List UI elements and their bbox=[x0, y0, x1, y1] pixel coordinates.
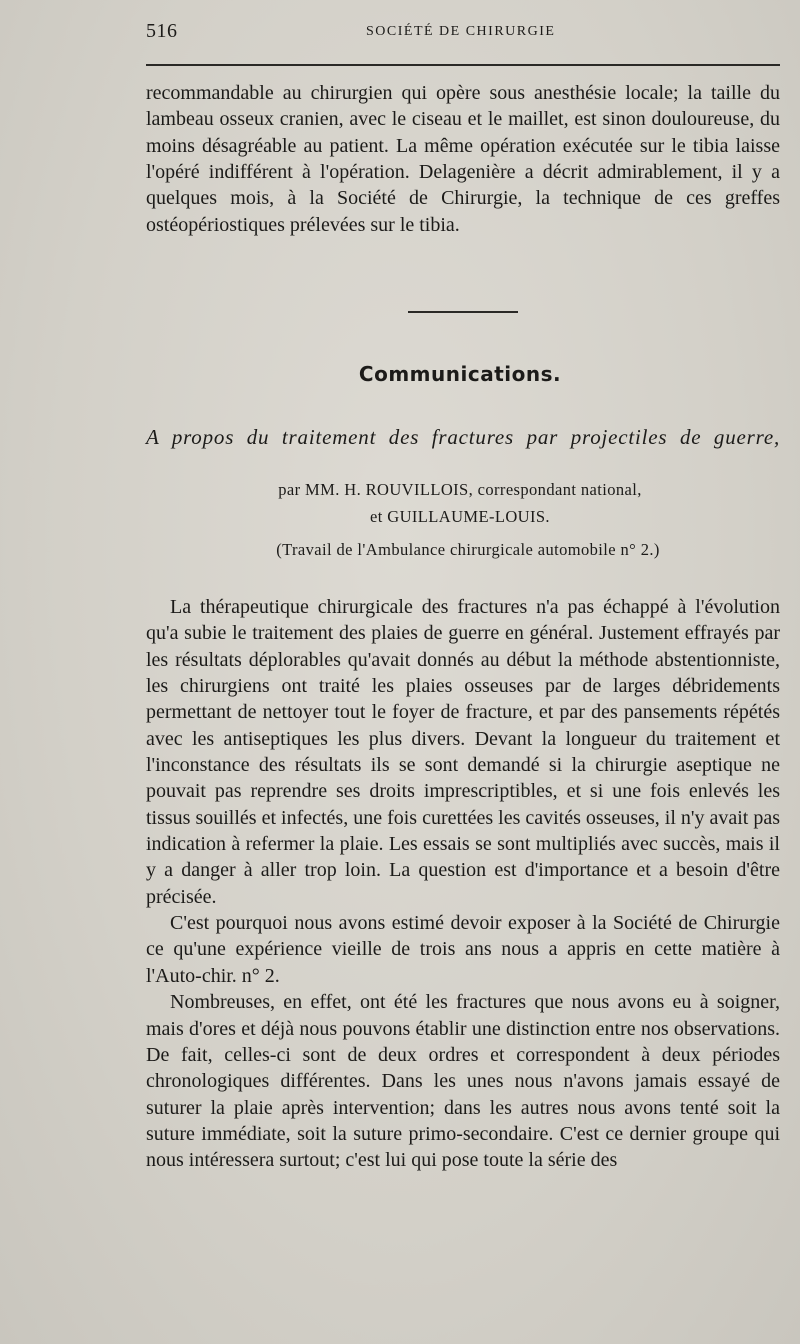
paragraph-top: recommandable au chirurgien qui opère sous anesthésie locale; la taille du lambeau osseux cranien, avec le ciseau et le maillet, est sinon douloureuse, du moins désagréable au patient. La même opération exécutée sur le tibia laisse l'opéré indifférent à l'opération. Delagenière a décrit admirablement, il y a quelques mois, à la Société de Chirurgie, la technique de ces greffes ostéopériostiques prélevées sur le tibia. bbox=[146, 82, 780, 236]
running-head bbox=[146, 20, 780, 44]
byline-coauthor: et GUILLAUME-LOUIS. bbox=[370, 507, 550, 526]
section-title: Communications. bbox=[358, 362, 562, 386]
header-rule bbox=[146, 64, 780, 66]
page-number: 516 bbox=[146, 20, 178, 42]
byline-authors: par MM. H. ROUVILLOIS, correspondant national, bbox=[278, 480, 642, 499]
affiliation-note: (Travail de l'Ambulance chirurgicale automobile n° 2.) bbox=[276, 540, 660, 559]
section-divider bbox=[408, 311, 518, 313]
paragraph-2: C'est pourquoi nous avons estimé devoir exposer à la Société de Chirurgie ce qu'une expérience vieille de trois ans nous a appris en cette matière à l'Auto-chir. n° 2. bbox=[146, 912, 780, 987]
article-body bbox=[146, 594, 780, 1174]
article-title: A propos du traitement des fractures par projectiles de guerre, bbox=[146, 425, 780, 449]
running-title: SOCIÉTÉ DE CHIRURGIE bbox=[366, 24, 556, 39]
paragraph-3: Nombreuses, en effet, ont été les fractures que nous avons eu à soigner, mais d'ores et déjà nous pouvons établir une distinction entre nos observations. De fait, celles-ci sont de deux ordres et correspondent à deux périodes chronologiques différentes. Dans les unes nous n'avons jamais essayé de suturer la plaie après intervention; dans les autres nous avons tenté soit la suture immédiate, soit la suture primo-secondaire. C'est ce dernier groupe qui nous intéressera surtout; c'est lui qui pose toute la série des bbox=[146, 991, 780, 1172]
paragraph-1: La thérapeutique chirurgicale des fractures n'a pas échappé à l'évolution qu'a subie le traitement des plaies de guerre en général. Justement effrayés par les résultats déplorables qu'avait donnés au début la méthode abstentionniste, les chirurgiens ont traité les plaies osseuses par de larges débridements permettant de nettoyer tout le foyer de fracture, et par des pansements répétés avec les antiseptiques les plus divers. Devant la longueur du traitement et l'inconstance des résultats ils se sont demandé si la chirurgie aseptique ne pouvait pas reprendre ses droits imprescriptibles, et si une fois enlevés les tissus souillés et infectés, une fois curettées les cavités osseuses, il n'y avait pas indication à refermer la plaie. Les essais se sont multipliés avec succès, mais il y a danger à aller trop loin. La question est d'importance et a besoin d'être précisée. bbox=[146, 596, 781, 908]
